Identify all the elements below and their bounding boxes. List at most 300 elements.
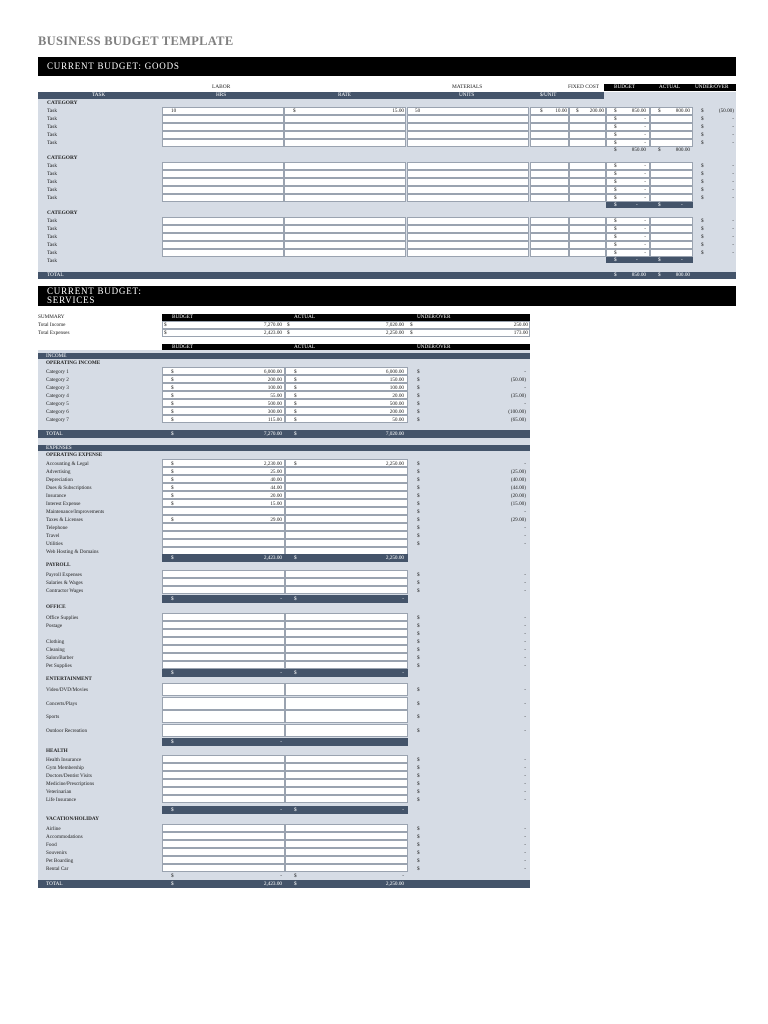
task-label: Task: [47, 171, 58, 177]
category-label: CATEGORY: [47, 100, 78, 106]
actual-cell[interactable]: [285, 531, 408, 539]
under-value: (20.00): [510, 492, 526, 499]
task-cell[interactable]: [407, 233, 529, 241]
task-cell[interactable]: [162, 249, 284, 257]
subtotal-dash: -: [681, 202, 683, 208]
under-value: (15.00): [510, 500, 526, 507]
task-cell[interactable]: [650, 178, 693, 186]
grand-total-bar: [38, 880, 530, 888]
budget-cell[interactable]: [162, 710, 285, 723]
task-cell[interactable]: [569, 241, 606, 249]
budget-dollar: $: [614, 163, 617, 169]
budget-value: -: [644, 242, 646, 248]
under-value: -: [524, 796, 526, 803]
task-cell[interactable]: [569, 123, 606, 131]
budget-cell[interactable]: [162, 832, 285, 840]
goods-total-dollar: $: [658, 272, 661, 278]
task-cell[interactable]: [650, 170, 693, 178]
actual-dollar: $: [294, 400, 297, 407]
task-cell[interactable]: [530, 123, 569, 131]
task-label: Task: [47, 195, 58, 201]
subtotal-dollar: $: [658, 202, 661, 208]
under-dollar: $: [701, 226, 704, 232]
task-cell[interactable]: [569, 162, 606, 170]
summary-actual-header: ACTUAL: [294, 314, 316, 320]
task-cell[interactable]: [407, 194, 529, 202]
summary-under: 250.00: [513, 322, 528, 328]
budget-cell[interactable]: [162, 539, 285, 547]
task-cell[interactable]: [407, 170, 529, 178]
task-label: Task: [47, 242, 58, 248]
budget-dollar: $: [614, 108, 617, 114]
task-cell[interactable]: [407, 107, 529, 115]
budget-dollar: $: [171, 408, 174, 415]
row-label: Gym Membership: [46, 764, 84, 771]
actual-cell[interactable]: [285, 771, 408, 779]
under-value: -: [524, 714, 526, 720]
actual-cell[interactable]: [285, 856, 408, 864]
actual-value: 150.00: [389, 376, 404, 383]
task-cell[interactable]: [650, 233, 693, 241]
under-value: -: [524, 700, 526, 707]
budget-cell[interactable]: [162, 848, 285, 856]
actual-cell[interactable]: [285, 763, 408, 771]
task-cell[interactable]: [569, 225, 606, 233]
under-value: -: [524, 833, 526, 840]
actual-cell[interactable]: [285, 710, 408, 723]
task-cell[interactable]: [284, 186, 406, 194]
task-cell[interactable]: [162, 115, 284, 123]
task-label: Task: [47, 124, 58, 130]
row-label: Web Hosting & Domains: [46, 548, 99, 555]
summary-under-header: UNDER/OVER: [417, 314, 451, 320]
task-cell[interactable]: [650, 115, 693, 123]
task-cell[interactable]: [530, 194, 569, 202]
actual-cell[interactable]: [285, 491, 408, 499]
task-label: Task: [47, 234, 58, 240]
under-value: -: [732, 163, 734, 169]
budget-value: -: [644, 116, 646, 122]
row-label: Payroll Expenses: [46, 571, 82, 578]
under-value: -: [524, 841, 526, 848]
budget-value: 15.00: [270, 500, 282, 507]
under-value: -: [524, 384, 526, 391]
summary-budget: 2,423.00: [263, 330, 282, 336]
actual-cell[interactable]: [285, 578, 408, 586]
grand-total-budget: 2,423.00: [263, 881, 282, 887]
under-dollar: $: [417, 780, 420, 787]
actual-cell[interactable]: [285, 475, 408, 483]
task-cell[interactable]: [569, 139, 606, 147]
under-dollar: $: [701, 187, 704, 193]
task-cell[interactable]: [284, 233, 406, 241]
task-cell[interactable]: [530, 131, 569, 139]
budget-dollar: $: [614, 140, 617, 146]
row-label: Category 2: [46, 376, 69, 383]
unit-price-header: $/UNIT: [540, 92, 557, 98]
actual-cell[interactable]: [285, 499, 408, 507]
category-label: CATEGORY: [47, 155, 78, 161]
row-label: Category 7: [46, 416, 69, 423]
under-value: (65.00): [510, 416, 526, 423]
summary-row-label: Total Expenses: [38, 330, 70, 336]
task-cell[interactable]: [284, 170, 406, 178]
actual-cell[interactable]: [285, 629, 408, 637]
task-cell[interactable]: [530, 249, 569, 257]
subtotal-actual: -: [402, 596, 404, 602]
task-cell[interactable]: [530, 115, 569, 123]
under-value: -: [524, 587, 526, 594]
budget-value: 100.00: [267, 384, 282, 391]
services-under-header: UNDER/OVER: [417, 344, 451, 350]
task-cell[interactable]: [569, 170, 606, 178]
row-label: Airline: [46, 825, 61, 832]
subtotal-actual: -: [402, 807, 404, 813]
budget-dollar: $: [614, 250, 617, 256]
budget-dollar: $: [614, 226, 617, 232]
task-cell[interactable]: [162, 241, 284, 249]
actual-cell[interactable]: [285, 779, 408, 787]
budget-value: -: [644, 195, 646, 201]
task-cell[interactable]: [569, 217, 606, 225]
task-cell[interactable]: [530, 217, 569, 225]
subtotal-actual-dollar: $: [658, 147, 661, 153]
task-cell[interactable]: [530, 233, 569, 241]
budget-cell[interactable]: [162, 771, 285, 779]
under-dollar: $: [417, 756, 420, 763]
actual-cell[interactable]: [285, 539, 408, 547]
row-label: Category 5: [46, 400, 69, 407]
task-cell[interactable]: [530, 139, 569, 147]
actual-cell[interactable]: [285, 653, 408, 661]
task-cell[interactable]: [407, 217, 529, 225]
vacation-subtotal-actual: -: [402, 873, 404, 879]
task-cell[interactable]: [407, 186, 529, 194]
actual-cell[interactable]: [285, 724, 408, 737]
row-label: Outdoor Recreation: [46, 727, 88, 734]
actual-dollar: $: [294, 392, 297, 399]
goods-table: [38, 80, 736, 279]
task-cell[interactable]: [407, 225, 529, 233]
task-cell[interactable]: [530, 186, 569, 194]
task-cell[interactable]: [569, 249, 606, 257]
goods-column-header: [38, 92, 604, 99]
actual-cell[interactable]: [285, 755, 408, 763]
subtotal-actual: -: [402, 670, 404, 676]
under-value: -: [524, 780, 526, 787]
task-cell[interactable]: [650, 194, 693, 202]
income-section-title: INCOME: [46, 353, 67, 359]
under-value: -: [524, 788, 526, 795]
budget-dollar: $: [171, 384, 174, 391]
under-value: -: [524, 825, 526, 832]
income-total-actual: 7,020.00: [385, 431, 404, 437]
under-value: -: [524, 857, 526, 864]
budget-cell[interactable]: [162, 661, 285, 669]
grand-total-label: TOTAL: [46, 881, 63, 887]
budget-dollar: $: [171, 492, 174, 499]
task-cell[interactable]: [650, 162, 693, 170]
budget-cell[interactable]: [162, 578, 285, 586]
services-budget-header: BUDGET: [172, 344, 194, 350]
expenses-section-bar: [38, 445, 530, 451]
under-dollar: $: [417, 825, 420, 832]
budget-cell[interactable]: [162, 724, 285, 737]
budget-cell[interactable]: [162, 755, 285, 763]
task-cell[interactable]: [569, 131, 606, 139]
task-cell[interactable]: [162, 233, 284, 241]
row-label: Medicine/Prescriptions: [46, 780, 95, 787]
actual-cell[interactable]: [285, 621, 408, 629]
task-cell[interactable]: [569, 115, 606, 123]
actual-cell[interactable]: [285, 637, 408, 645]
task-cell[interactable]: [569, 186, 606, 194]
row-label: Interest Expense: [46, 500, 81, 507]
task-cell[interactable]: [162, 139, 284, 147]
summary-actual-dollar: $: [287, 322, 290, 328]
under-value: -: [732, 179, 734, 185]
task-cell[interactable]: [284, 115, 406, 123]
under-dollar: $: [417, 368, 420, 375]
fixed-cost-group-header: FIXED COST: [568, 84, 599, 90]
actual-cell[interactable]: [285, 697, 408, 710]
budget-dollar: $: [614, 116, 617, 122]
goods-under-header: UNDER/OVER: [695, 84, 729, 90]
task-cell[interactable]: [407, 123, 529, 131]
under-dollar: $: [417, 687, 420, 693]
task-cell[interactable]: [284, 241, 406, 249]
goods-total-actual: 800.00: [675, 272, 690, 278]
budget-dollar: $: [614, 234, 617, 240]
row-label: Travel: [46, 532, 60, 539]
budget-cell[interactable]: [162, 613, 285, 621]
under-dollar: $: [417, 416, 420, 423]
budget-cell[interactable]: [162, 824, 285, 832]
task-cell[interactable]: [530, 241, 569, 249]
subtotal-actual-dollar: $: [294, 670, 297, 676]
task-cell[interactable]: [530, 178, 569, 186]
task-cell[interactable]: [162, 225, 284, 233]
subtotal-dollar: $: [658, 257, 661, 263]
under-dollar: $: [701, 250, 704, 256]
under-value: -: [524, 532, 526, 539]
goods-actual-header: ACTUAL: [659, 84, 681, 90]
under-dollar: $: [417, 646, 420, 653]
budget-value: 29.00: [270, 516, 282, 523]
under-value: -: [524, 614, 526, 621]
task-cell[interactable]: [650, 225, 693, 233]
under-dollar: $: [417, 532, 420, 539]
subtotal-actual: 2,250.00: [385, 555, 404, 561]
under-dollar: $: [701, 242, 704, 248]
budget-dollar: $: [614, 218, 617, 224]
task-cell[interactable]: [162, 170, 284, 178]
actual-value: 200.00: [389, 408, 404, 415]
task-cell[interactable]: [284, 178, 406, 186]
row-label: Veterinarian: [46, 788, 72, 795]
actual-cell[interactable]: [285, 467, 408, 475]
budget-cell[interactable]: [162, 653, 285, 661]
budget-cell[interactable]: [162, 523, 285, 531]
actual-cell[interactable]: [285, 848, 408, 856]
budget-cell[interactable]: [162, 645, 285, 653]
task-cell[interactable]: [284, 123, 406, 131]
under-dollar: $: [417, 630, 420, 637]
actual-cell[interactable]: [285, 570, 408, 578]
budget-cell[interactable]: [162, 779, 285, 787]
budget-cell[interactable]: [162, 629, 285, 637]
budget-cell[interactable]: [162, 795, 285, 803]
task-cell[interactable]: [162, 194, 284, 202]
task-cell[interactable]: [530, 162, 569, 170]
subtotal-actual-dollar: $: [294, 596, 297, 602]
task-cell[interactable]: [284, 139, 406, 147]
task-label: Task: [47, 179, 58, 185]
under-dollar: $: [417, 833, 420, 840]
task-cell[interactable]: [650, 139, 693, 147]
budget-cell[interactable]: [162, 840, 285, 848]
task-cell[interactable]: [569, 194, 606, 202]
task-label: Task: [47, 108, 58, 114]
subtotal-dash: -: [681, 257, 683, 263]
task-cell[interactable]: [530, 225, 569, 233]
category-subtotal-bar: [606, 202, 693, 208]
actual-dollar: $: [294, 460, 297, 467]
actual-cell[interactable]: [285, 661, 408, 669]
task-cell[interactable]: [284, 131, 406, 139]
task-cell[interactable]: [407, 249, 529, 257]
task-cell[interactable]: [162, 107, 284, 115]
actual-dollar: $: [294, 384, 297, 391]
under-dollar: $: [701, 124, 704, 130]
under-value: (29.00): [510, 516, 526, 523]
summary-actual-dollar: $: [287, 330, 290, 336]
budget-cell[interactable]: [162, 531, 285, 539]
actual-cell[interactable]: [285, 824, 408, 832]
budget-cell[interactable]: [162, 621, 285, 629]
actual-cell[interactable]: [285, 515, 408, 523]
budget-cell[interactable]: [162, 637, 285, 645]
grand-total-dollar: $: [171, 881, 174, 887]
task-label: Task: [47, 116, 58, 122]
task-cell[interactable]: [569, 178, 606, 186]
actual-cell[interactable]: [285, 613, 408, 621]
under-dollar: $: [417, 524, 420, 531]
task-cell[interactable]: [162, 131, 284, 139]
task-cell[interactable]: [407, 131, 529, 139]
subtotal-budget-dollar: $: [171, 670, 174, 676]
actual-cell[interactable]: [285, 523, 408, 531]
task-cell[interactable]: [569, 233, 606, 241]
under-dollar: $: [417, 492, 420, 499]
task-cell[interactable]: [407, 139, 529, 147]
actual-cell[interactable]: [285, 864, 408, 872]
actual-cell[interactable]: [285, 483, 408, 491]
task-cell[interactable]: [407, 162, 529, 170]
under-value: -: [524, 460, 526, 467]
under-value: -: [524, 524, 526, 531]
budget-value: 55.00: [270, 392, 282, 399]
task-cell[interactable]: [162, 162, 284, 170]
actual-cell[interactable]: [285, 787, 408, 795]
under-value: (35.00): [510, 392, 526, 399]
task-cell[interactable]: [650, 249, 693, 257]
row-label: Utilities: [46, 540, 63, 547]
under-value: -: [524, 646, 526, 653]
goods-budget-header: BUDGET: [614, 84, 636, 90]
task-cell[interactable]: [650, 123, 693, 131]
under-dollar: $: [417, 516, 420, 523]
subtotal-dash: -: [636, 202, 638, 208]
budget-cell[interactable]: [162, 683, 285, 696]
row-label: Sports: [46, 714, 60, 720]
actual-cell[interactable]: [285, 795, 408, 803]
actual-cell[interactable]: [285, 840, 408, 848]
budget-cell[interactable]: [162, 586, 285, 594]
budget-cell[interactable]: [162, 763, 285, 771]
budget-cell[interactable]: [162, 787, 285, 795]
task-cell[interactable]: [650, 217, 693, 225]
row-label: Telephone: [46, 524, 68, 531]
task-cell[interactable]: [284, 217, 406, 225]
budget-cell[interactable]: [162, 864, 285, 872]
budget-cell[interactable]: [162, 507, 285, 515]
task-cell[interactable]: [407, 241, 529, 249]
actual-cell[interactable]: [285, 683, 408, 696]
subtotal-bar: [162, 738, 408, 746]
task-cell[interactable]: [162, 123, 284, 131]
under-value: -: [732, 242, 734, 248]
task-cell[interactable]: [284, 225, 406, 233]
task-cell[interactable]: [284, 249, 406, 257]
task-cell[interactable]: [284, 194, 406, 202]
subtotal-budget: -: [280, 807, 282, 813]
actual-cell[interactable]: [285, 832, 408, 840]
actual-cell[interactable]: [285, 586, 408, 594]
task-cell[interactable]: [162, 178, 284, 186]
under-dollar: $: [701, 195, 704, 201]
task-cell[interactable]: [650, 241, 693, 249]
budget-cell[interactable]: [162, 697, 285, 710]
budget-cell[interactable]: [162, 856, 285, 864]
labor-group-header: LABOR: [212, 84, 231, 90]
under-value: -: [524, 400, 526, 407]
task-cell[interactable]: [284, 162, 406, 170]
budget-cell[interactable]: [162, 570, 285, 578]
task-cell[interactable]: [650, 186, 693, 194]
subtotal-budget-dollar: $: [171, 739, 174, 745]
under-value: -: [732, 140, 734, 146]
row-label: Video/DVD/Movies: [46, 687, 89, 693]
task-cell[interactable]: [162, 217, 284, 225]
task-cell[interactable]: [407, 178, 529, 186]
under-value: -: [524, 638, 526, 645]
row-label: Dues & Subscriptions: [46, 484, 92, 491]
task-cell[interactable]: [650, 131, 693, 139]
under-dollar: $: [417, 849, 420, 856]
under-value: -: [524, 540, 526, 547]
subtotal-budget-dollar: $: [171, 555, 174, 561]
row-label: Category 1: [46, 368, 69, 375]
task-cell[interactable]: [407, 115, 529, 123]
under-value: (44.00): [510, 484, 526, 491]
task-cell[interactable]: [162, 186, 284, 194]
under-value: -: [524, 368, 526, 375]
actual-cell[interactable]: [285, 507, 408, 515]
grand-total-dollar: $: [294, 881, 297, 887]
actual-cell[interactable]: [285, 645, 408, 653]
task-cell[interactable]: [530, 170, 569, 178]
